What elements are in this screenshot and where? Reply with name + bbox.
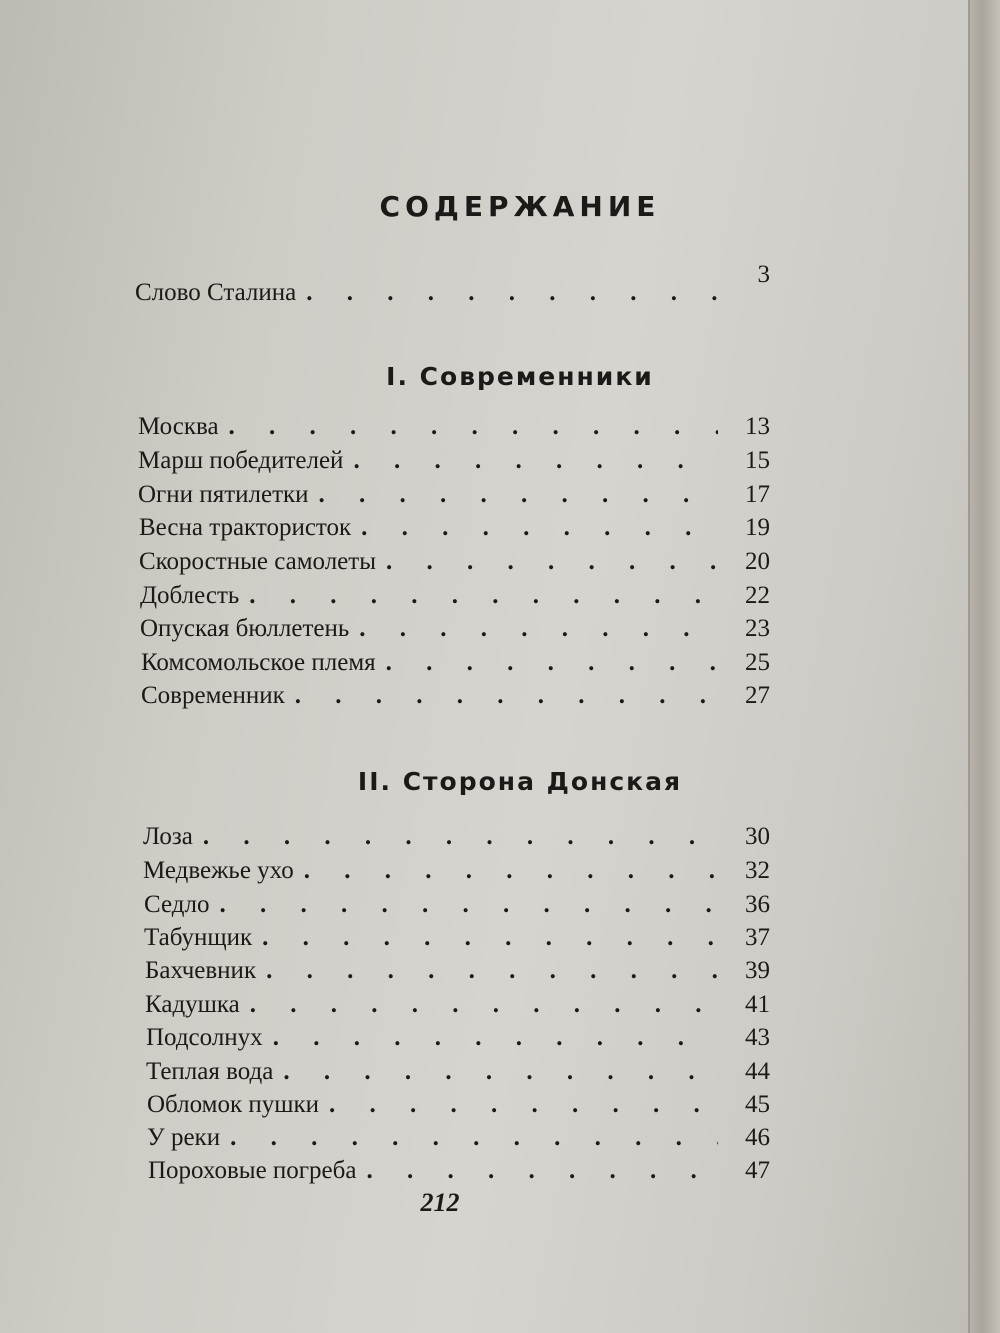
dot-leader	[329, 1090, 718, 1120]
toc-entry	[145, 956, 770, 986]
dot-leader	[306, 278, 718, 308]
toc-entry-page: 25	[745, 649, 770, 676]
toc-entry	[138, 412, 770, 442]
dot-leader	[266, 956, 718, 986]
dot-leader	[353, 446, 718, 476]
toc-entry-title: Бахчевник	[145, 957, 257, 984]
dot-leader	[386, 547, 718, 577]
toc-entry-title: Скоростные самолеты	[139, 548, 376, 575]
toc-entry-title: Теплая вода	[146, 1058, 274, 1085]
toc-entry-title: Слово Сталина	[135, 279, 297, 306]
toc-entry-page: 45	[745, 1091, 770, 1118]
toc-entry-title: Огни пятилетки	[138, 481, 309, 508]
toc-entry	[139, 547, 770, 577]
toc-entry	[138, 446, 770, 476]
toc-entry	[145, 990, 770, 1020]
toc-entry-title: Весна трактористок	[139, 514, 352, 541]
dot-leader	[249, 581, 718, 611]
toc-entry	[139, 513, 770, 543]
toc-entry	[147, 1090, 770, 1120]
toc-entry-page: 22	[745, 582, 770, 609]
toc-entry-title: Марш победителей	[138, 447, 344, 474]
toc-entry-page: 23	[745, 615, 770, 642]
toc-entry-page: 46	[745, 1124, 770, 1151]
page-number: 212	[420, 1188, 460, 1217]
toc-entry-title: У реки	[147, 1124, 221, 1151]
dot-leader	[361, 513, 718, 543]
contents-title: СОДЕРЖАНИЕ	[379, 190, 661, 223]
toc-entry	[147, 1123, 770, 1153]
dot-leader	[219, 890, 718, 920]
dot-leader	[229, 412, 718, 442]
toc-entry	[140, 581, 770, 611]
toc-entry-page: 15	[745, 447, 770, 474]
toc-entry-title: Лоза	[143, 823, 193, 850]
toc-entry	[146, 1023, 770, 1053]
toc-entry	[141, 648, 770, 678]
toc-entry-page: 3	[757, 261, 770, 288]
dot-leader	[250, 990, 718, 1020]
toc-entry	[144, 923, 770, 953]
toc-entry-intro	[135, 261, 770, 308]
toc-entry-title: Подсолнух	[146, 1024, 263, 1051]
toc-entry-page: 20	[745, 548, 770, 575]
toc-entry-page: 37	[745, 924, 770, 951]
toc-entry	[141, 681, 770, 711]
dot-leader	[295, 681, 718, 711]
dot-leader	[304, 856, 718, 886]
toc-entry-page: 17	[745, 481, 770, 508]
toc-entry	[140, 614, 770, 644]
toc-entry	[148, 1156, 770, 1186]
toc-entry-title: Медвежье ухо	[143, 857, 294, 884]
toc-entry-page: 36	[745, 891, 770, 918]
section-title: I. Современники	[386, 362, 654, 391]
toc-entry	[138, 480, 770, 510]
toc-entry-title: Седло	[144, 891, 210, 918]
toc-entry-title: Доблесть	[140, 582, 240, 609]
toc-entry-page: 19	[745, 514, 770, 541]
toc-entry-page: 39	[745, 957, 770, 984]
dot-leader	[230, 1123, 718, 1153]
toc-entry-page: 47	[745, 1157, 770, 1184]
toc-entry-page: 41	[745, 991, 770, 1018]
toc-entry-page: 30	[745, 823, 770, 850]
dot-leader	[319, 480, 718, 510]
toc-entry-title: Табунщик	[144, 924, 253, 951]
dot-leader	[273, 1023, 718, 1053]
toc-entry-title: Кадушка	[145, 991, 240, 1018]
toc-entry	[143, 856, 770, 886]
toc-entry-title: Комсомольское племя	[141, 649, 376, 676]
dot-leader	[262, 923, 718, 953]
toc-entry-title: Пороховые погреба	[148, 1157, 357, 1184]
toc-entry-title: Современник	[141, 682, 285, 709]
toc-entry-page: 44	[745, 1058, 770, 1085]
dot-leader	[359, 614, 718, 644]
dot-leader	[283, 1057, 718, 1087]
toc-entry-title: Опуская бюллетень	[140, 615, 350, 642]
toc-entry	[144, 890, 770, 920]
toc-entry	[146, 1057, 770, 1087]
dot-leader	[366, 1156, 718, 1186]
dot-leader	[386, 648, 718, 678]
toc-entry-page: 13	[745, 413, 770, 440]
section-title: II. Сторона Донская	[357, 767, 683, 796]
toc-entry-page: 27	[745, 682, 770, 709]
toc-entry-page: 32	[745, 857, 770, 884]
toc-entry-title: Обломок пушки	[147, 1091, 320, 1118]
toc-entry-page: 43	[745, 1024, 770, 1051]
toc-entry	[143, 822, 770, 852]
dot-leader	[203, 822, 718, 852]
toc-entry-title: Москва	[138, 413, 219, 440]
